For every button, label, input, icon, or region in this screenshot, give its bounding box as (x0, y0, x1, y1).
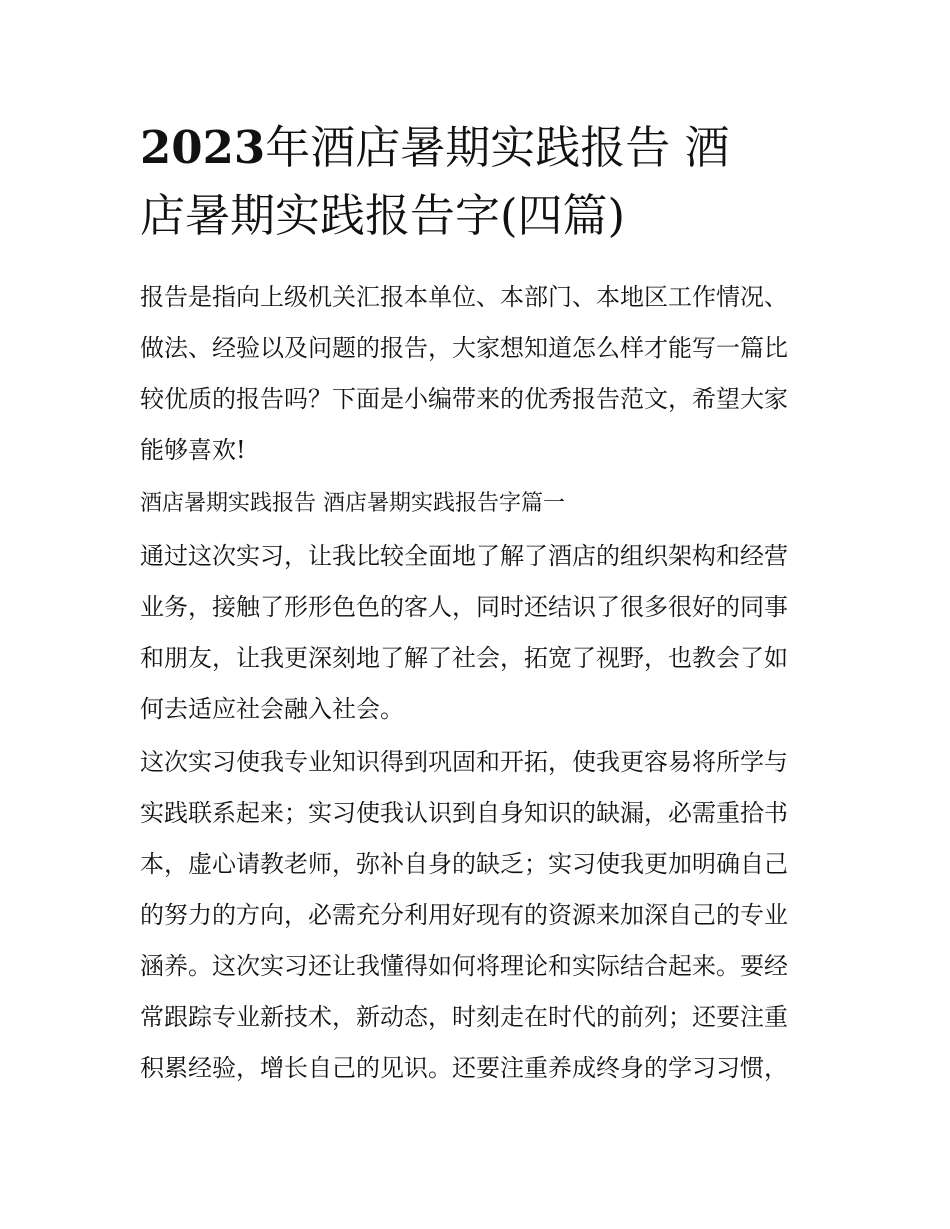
text-line: 本，虚心请教老师，弥补自身的缺乏；实习使我更加明确自己 (140, 850, 788, 878)
text-line: 何去适应社会融入社会。 (140, 695, 404, 723)
text-line: 积累经验，增长自己的见识。还要注重养成终身的学习习惯， (140, 1054, 788, 1082)
text-line: 常跟踪专业新技术，新动态，时刻走在时代的前列；还要注重 (140, 1003, 788, 1031)
title-line-2: 店暑期实践报告字(四篇) (140, 189, 626, 242)
text-line: 的努力的方向，必需充分利用好现有的资源来加深自己的专业 (140, 901, 788, 929)
text-line: 涵养。这次实习还让我懂得如何将理论和实际结合起来。要经 (140, 952, 788, 980)
document-title (140, 114, 812, 250)
text-line: 能够喜欢! (140, 436, 246, 464)
document-body (140, 272, 812, 1094)
text-line: 和朋友，让我更深刻地了解了社会，拓宽了视野，也教会了如 (140, 644, 788, 672)
body-paragraph-1 (140, 531, 812, 735)
title-line-1 (140, 114, 812, 182)
title-year: 2023 (140, 121, 266, 174)
text-line: 业务，接触了形形色色的客人，同时还结识了很多很好的同事 (140, 593, 788, 621)
text-line: 较优质的报告吗？下面是小编带来的优秀报告范文，希望大家 (140, 385, 788, 413)
intro-paragraph (140, 272, 812, 476)
body-paragraph-2 (140, 737, 812, 1094)
title-line-1-text: 年酒店暑期实践报告 酒 (265, 121, 730, 174)
text-line: 实践联系起来；实习使我认识到自身知识的缺漏，必需重拾书 (140, 799, 788, 827)
text-line: 通过这次实习，让我比较全面地了解了酒店的组织架构和经营 (140, 542, 788, 570)
text-line: 做法、经验以及问题的报告，大家想知道怎么样才能写一篇比 (140, 334, 788, 362)
section-heading: 酒店暑期实践报告 酒店暑期实践报告字篇一 (140, 491, 565, 516)
document-content (140, 114, 812, 1096)
text-line: 这次实习使我专业知识得到巩固和开拓，使我更容易将所学与 (140, 748, 788, 776)
text-line: 报告是指向上级机关汇报本单位、本部门、本地区工作情况、 (140, 283, 788, 311)
